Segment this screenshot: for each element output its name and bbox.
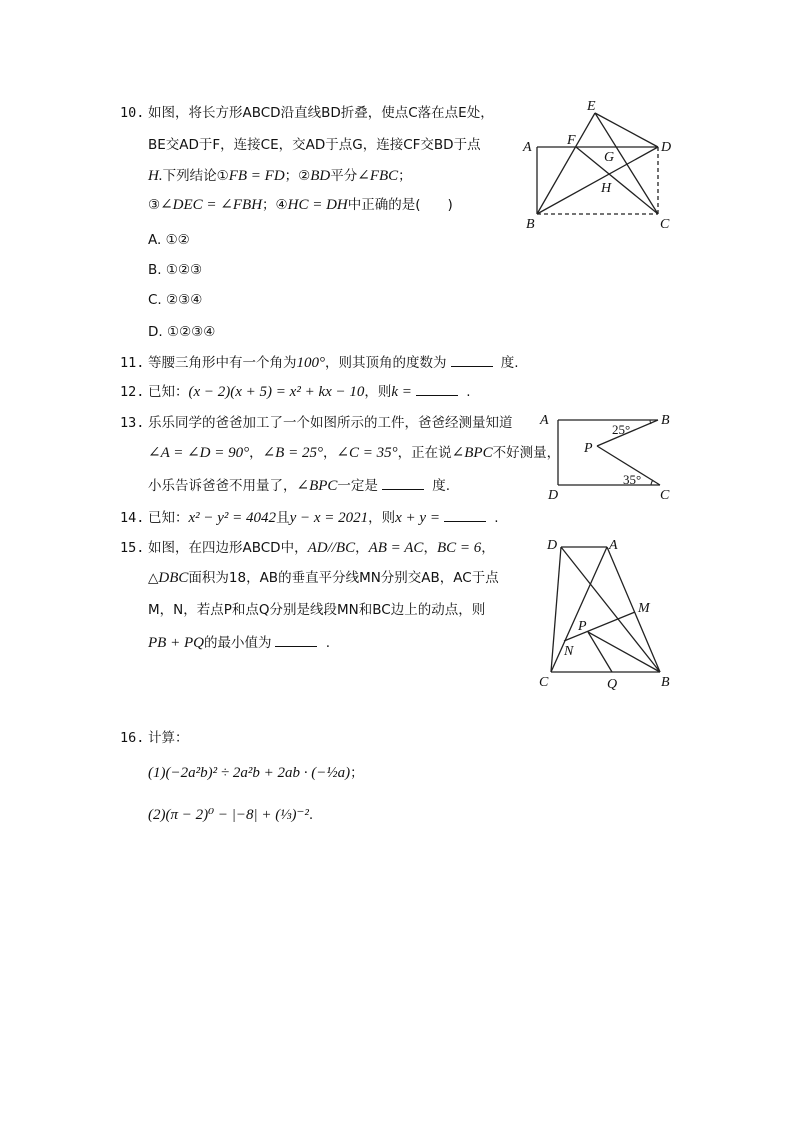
label-c: C <box>660 488 670 503</box>
text-segment: ③ <box>148 197 161 213</box>
text-segment: 中正确的是( ) <box>347 197 453 213</box>
text-segment: . <box>461 384 471 400</box>
text-segment: △ <box>148 570 159 586</box>
label-h: H <box>601 181 612 196</box>
label-b: B <box>661 413 670 428</box>
label-a: A <box>523 140 532 155</box>
question-number: 16. <box>120 730 145 746</box>
math-expression: 100° <box>296 355 325 371</box>
label-d: D <box>548 488 559 503</box>
label-d: D <box>661 140 672 155</box>
label-b: B <box>526 217 535 232</box>
math-expression: HC = DH <box>287 197 348 213</box>
text-segment: C. ②③④ <box>148 292 203 308</box>
text-segment: M，N，若点P和点Q分别是线段MN和BC边上的动点，则 <box>148 602 486 618</box>
text-segment: 面积为18，AB的垂直平分线MN分别交AB，AC于点 <box>188 570 499 586</box>
label-p: P <box>584 441 593 456</box>
label-g: G <box>604 150 615 165</box>
text-segment: ； <box>398 168 412 184</box>
label-a: A <box>609 538 618 553</box>
text-segment: 一定是 <box>337 478 378 494</box>
text-segment: . <box>308 807 314 823</box>
text-segment: B. ①②③ <box>148 262 203 278</box>
math-expression: BC = 6 <box>436 540 482 556</box>
question-number: 10. <box>120 105 145 121</box>
math-expression: k = <box>391 384 412 400</box>
text-segment: ； <box>350 765 364 781</box>
math-expression: ∠FBC <box>357 168 399 184</box>
question-number: 11. <box>120 355 145 371</box>
figure-10-folded-rectangle <box>522 99 671 232</box>
label-p: P <box>578 619 587 634</box>
question-number: 12. <box>120 384 145 400</box>
text-segment: ， <box>322 445 337 461</box>
text-segment: . <box>489 510 499 526</box>
text-segment: 不好测量， <box>492 445 561 461</box>
math-expression: ∠C = 35° <box>336 445 398 461</box>
text-segment: 平分 <box>330 168 358 184</box>
text-segment: ，则其顶角的度数为 <box>325 355 447 371</box>
text-segment: 计算： <box>148 730 189 746</box>
math-expression: (2)(π − 2)⁰ − |−8| + (⅓)⁻² <box>148 807 309 823</box>
math-expression: ∠DEC = ∠FBH <box>160 197 263 213</box>
math-expression: DBC <box>158 570 189 586</box>
label-b: B <box>661 675 670 690</box>
text-segment: ；② <box>284 168 311 184</box>
text-segment: D. ①②③④ <box>148 324 216 340</box>
text-segment: 如图，在四边形ABCD中， <box>148 540 308 556</box>
question-number: 15. <box>120 540 145 556</box>
math-expression: ∠BPC <box>451 445 493 461</box>
text-segment: 的最小值为 <box>203 635 272 651</box>
label-n: N <box>564 644 574 659</box>
text-segment: ， <box>249 445 263 461</box>
figure-15-quadrilateral <box>539 538 670 692</box>
math-expression: ∠B = 25° <box>262 445 323 461</box>
text-segment: A. ①② <box>148 232 190 248</box>
angle-b-label: 25° <box>612 422 631 437</box>
text-segment: 小乐告诉爸爸不用量了， <box>148 478 297 494</box>
text-segment: 度. <box>427 478 450 494</box>
math-expression: (1)(−2a²b)² ÷ 2a²b + 2ab · (−½a) <box>148 765 351 781</box>
math-expression: y − x = 2021 <box>289 510 369 526</box>
label-q: Q <box>607 677 618 692</box>
label-c: C <box>660 217 670 232</box>
math-expression: BD <box>310 168 331 184</box>
figure-13-workpiece <box>539 413 670 503</box>
text-segment: 度. <box>496 355 519 371</box>
math-expression: H. <box>148 168 163 184</box>
text-segment: 下列结论① <box>162 168 229 184</box>
label-c: C <box>539 675 549 690</box>
text-segment: 等腰三角形中有一个角为 <box>148 355 297 371</box>
text-segment: ，则 <box>364 384 392 400</box>
text-segment: ， <box>355 540 369 556</box>
text-segment: ，正在说 <box>397 445 452 461</box>
label-a: A <box>540 413 549 428</box>
question-number: 14. <box>120 510 145 526</box>
text-segment: ， <box>423 540 437 556</box>
text-segment: BE交AD于F，连接CE，交AD于点G，连接CF交BD于点 <box>148 137 481 153</box>
math-expression: AB = AC <box>368 540 424 556</box>
text-segment: 如图，将长方形ABCD沿直线BD折叠，使点C落在点E处， <box>148 105 494 121</box>
math-expression: FB = FD <box>228 168 285 184</box>
label-m: M <box>638 601 650 616</box>
math-expression: ∠A = ∠D = 90° <box>148 445 250 461</box>
label-d: D <box>547 538 558 553</box>
text-segment: ， <box>481 540 495 556</box>
math-expression: x² − y² = 4042 <box>188 510 277 526</box>
label-e: E <box>587 99 596 114</box>
angle-c-label: 35° <box>623 472 642 487</box>
text-segment: 已知： <box>148 384 189 400</box>
text-segment: 乐乐同学的爸爸加工了一个如图所示的工件，爸爸经测量知道 <box>148 415 513 431</box>
math-expression: x + y = <box>395 510 440 526</box>
text-segment: ，则 <box>368 510 396 526</box>
question-number: 13. <box>120 415 145 431</box>
math-expression: PB + PQ <box>148 635 204 651</box>
label-f: F <box>567 133 576 148</box>
math-expression: AD//BC <box>307 540 356 556</box>
text-segment: 已知： <box>148 510 189 526</box>
text-segment: 且 <box>276 510 290 526</box>
math-expression: (x − 2)(x + 5) = x² + kx − 10 <box>188 384 365 400</box>
math-expression: ∠BPC <box>296 478 338 494</box>
text-segment: . <box>321 635 331 651</box>
text-segment: ；④ <box>262 197 288 213</box>
